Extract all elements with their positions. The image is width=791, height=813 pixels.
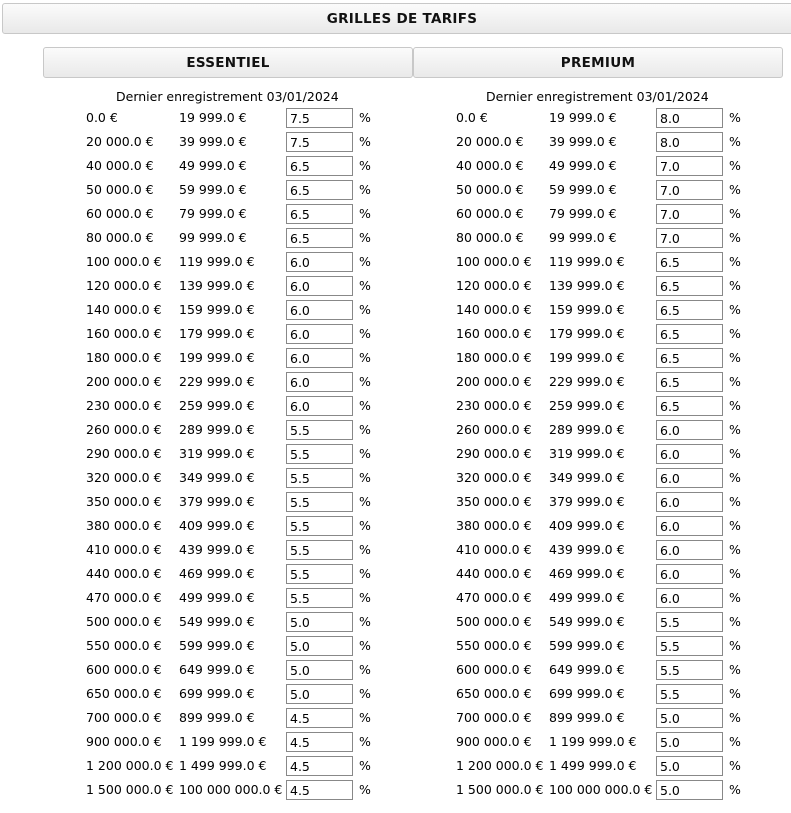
range-from: 60 000.0 € [86, 206, 154, 221]
range-from: 60 000.0 € [456, 206, 524, 221]
range-to: 19 999.0 € [549, 110, 617, 125]
range-to: 119 999.0 € [549, 254, 625, 269]
range-from: 230 000.0 € [86, 398, 162, 413]
range-to: 289 999.0 € [549, 422, 625, 437]
range-to: 439 999.0 € [549, 542, 625, 557]
essentiel-rate-input[interactable] [286, 420, 353, 440]
essentiel-rate-input[interactable] [286, 396, 353, 416]
percent-unit: % [359, 494, 371, 509]
percent-unit: % [359, 350, 371, 365]
percent-unit: % [359, 182, 371, 197]
range-to: 49 999.0 € [179, 158, 247, 173]
range-from: 200 000.0 € [86, 374, 162, 389]
range-to: 1 199 999.0 € [549, 734, 637, 749]
range-from: 1 500 000.0 € [86, 782, 174, 797]
premium-rate-input[interactable] [656, 324, 723, 344]
essentiel-rate-input[interactable] [286, 324, 353, 344]
percent-unit: % [359, 326, 371, 341]
premium-rate-input[interactable] [656, 732, 723, 752]
range-from: 140 000.0 € [86, 302, 162, 317]
range-from: 80 000.0 € [86, 230, 154, 245]
percent-unit: % [729, 182, 741, 197]
range-to: 499 999.0 € [549, 590, 625, 605]
range-to: 139 999.0 € [179, 278, 255, 293]
premium-rate-input[interactable] [656, 228, 723, 248]
range-to: 100 000 000.0 € [549, 782, 653, 797]
essentiel-rate-input[interactable] [286, 756, 353, 776]
range-from: 410 000.0 € [86, 542, 162, 557]
percent-unit: % [729, 326, 741, 341]
essentiel-rate-input[interactable] [286, 204, 353, 224]
percent-unit: % [729, 662, 741, 677]
premium-header-button[interactable] [413, 47, 783, 78]
range-from: 20 000.0 € [456, 134, 524, 149]
percent-unit: % [359, 278, 371, 293]
range-from: 700 000.0 € [86, 710, 162, 725]
range-to: 289 999.0 € [179, 422, 255, 437]
range-from: 100 000.0 € [456, 254, 532, 269]
page-title: GRILLES DE TARIFS [326, 10, 478, 27]
range-from: 410 000.0 € [456, 542, 532, 557]
range-from: 20 000.0 € [86, 134, 154, 149]
premium-rate-input[interactable] [656, 780, 723, 800]
percent-unit: % [729, 110, 741, 125]
essentiel-rate-input[interactable] [286, 684, 353, 704]
range-to: 199 999.0 € [179, 350, 255, 365]
range-to: 100 000 000.0 € [179, 782, 283, 797]
range-to: 99 999.0 € [179, 230, 247, 245]
premium-rate-input[interactable] [656, 636, 723, 656]
essentiel-rate-input[interactable] [286, 636, 353, 656]
premium-rate-input[interactable] [656, 204, 723, 224]
range-to: 199 999.0 € [549, 350, 625, 365]
premium-rate-input[interactable] [656, 108, 723, 128]
percent-unit: % [359, 758, 371, 773]
range-to: 259 999.0 € [179, 398, 255, 413]
range-to: 899 999.0 € [179, 710, 255, 725]
range-to: 59 999.0 € [549, 182, 617, 197]
percent-unit: % [729, 350, 741, 365]
range-to: 39 999.0 € [549, 134, 617, 149]
percent-unit: % [729, 374, 741, 389]
range-to: 469 999.0 € [549, 566, 625, 581]
range-to: 649 999.0 € [179, 662, 255, 677]
range-to: 549 999.0 € [549, 614, 625, 629]
essentiel-rate-input[interactable] [286, 588, 353, 608]
range-to: 349 999.0 € [549, 470, 625, 485]
range-from: 700 000.0 € [456, 710, 532, 725]
percent-unit: % [359, 734, 371, 749]
percent-unit: % [729, 590, 741, 605]
essentiel-rate-input[interactable] [286, 348, 353, 368]
percent-unit: % [729, 614, 741, 629]
percent-unit: % [729, 734, 741, 749]
essentiel-rate-input[interactable] [286, 516, 353, 536]
percent-unit: % [359, 110, 371, 125]
essentiel-header-button[interactable] [43, 47, 413, 78]
percent-unit: % [729, 494, 741, 509]
essentiel-rate-input[interactable] [286, 564, 353, 584]
premium-rate-input[interactable] [656, 540, 723, 560]
premium-rate-input[interactable] [656, 660, 723, 680]
range-to: 899 999.0 € [549, 710, 625, 725]
premium-last-saved: Dernier enregistrement 03/01/2024 [486, 89, 709, 104]
premium-rate-input[interactable] [656, 588, 723, 608]
range-from: 350 000.0 € [86, 494, 162, 509]
essentiel-rate-input[interactable] [286, 300, 353, 320]
essentiel-rate-input[interactable] [286, 252, 353, 272]
range-to: 259 999.0 € [549, 398, 625, 413]
essentiel-rate-input[interactable] [286, 612, 353, 632]
premium-rate-input[interactable] [656, 348, 723, 368]
range-from: 600 000.0 € [86, 662, 162, 677]
essentiel-last-saved: Dernier enregistrement 03/01/2024 [116, 89, 339, 104]
percent-unit: % [729, 518, 741, 533]
range-from: 80 000.0 € [456, 230, 524, 245]
percent-unit: % [359, 446, 371, 461]
percent-unit: % [729, 686, 741, 701]
range-to: 409 999.0 € [179, 518, 255, 533]
essentiel-rate-input[interactable] [286, 180, 353, 200]
range-from: 180 000.0 € [456, 350, 532, 365]
percent-unit: % [359, 686, 371, 701]
range-from: 260 000.0 € [86, 422, 162, 437]
percent-unit: % [359, 374, 371, 389]
premium-header-label: PREMIUM [560, 54, 636, 71]
premium-rate-input[interactable] [656, 420, 723, 440]
range-from: 500 000.0 € [86, 614, 162, 629]
percent-unit: % [729, 278, 741, 293]
premium-rate-input[interactable] [656, 516, 723, 536]
premium-rate-input[interactable] [656, 276, 723, 296]
percent-unit: % [359, 662, 371, 677]
percent-unit: % [729, 446, 741, 461]
essentiel-rate-input[interactable] [286, 660, 353, 680]
range-from: 50 000.0 € [86, 182, 154, 197]
range-to: 599 999.0 € [179, 638, 255, 653]
range-from: 290 000.0 € [86, 446, 162, 461]
range-from: 380 000.0 € [86, 518, 162, 533]
range-from: 230 000.0 € [456, 398, 532, 413]
range-from: 160 000.0 € [456, 326, 532, 341]
essentiel-rate-input[interactable] [286, 468, 353, 488]
premium-rate-input[interactable] [656, 468, 723, 488]
percent-unit: % [729, 782, 741, 797]
range-from: 200 000.0 € [456, 374, 532, 389]
percent-unit: % [729, 302, 741, 317]
range-from: 470 000.0 € [456, 590, 532, 605]
percent-unit: % [359, 518, 371, 533]
premium-rate-input[interactable] [656, 132, 723, 152]
range-to: 229 999.0 € [179, 374, 255, 389]
percent-unit: % [359, 422, 371, 437]
percent-unit: % [729, 158, 741, 173]
range-from: 350 000.0 € [456, 494, 532, 509]
premium-rate-input[interactable] [656, 444, 723, 464]
range-to: 1 499 999.0 € [179, 758, 267, 773]
range-to: 139 999.0 € [549, 278, 625, 293]
range-from: 650 000.0 € [86, 686, 162, 701]
range-to: 379 999.0 € [549, 494, 625, 509]
percent-unit: % [359, 782, 371, 797]
percent-unit: % [729, 254, 741, 269]
range-to: 159 999.0 € [549, 302, 625, 317]
range-from: 120 000.0 € [86, 278, 162, 293]
premium-rate-input[interactable] [656, 156, 723, 176]
percent-unit: % [359, 470, 371, 485]
range-to: 39 999.0 € [179, 134, 247, 149]
range-from: 160 000.0 € [86, 326, 162, 341]
range-from: 290 000.0 € [456, 446, 532, 461]
range-from: 140 000.0 € [456, 302, 532, 317]
range-to: 229 999.0 € [549, 374, 625, 389]
range-to: 649 999.0 € [549, 662, 625, 677]
range-to: 59 999.0 € [179, 182, 247, 197]
percent-unit: % [359, 134, 371, 149]
range-to: 699 999.0 € [179, 686, 255, 701]
range-from: 40 000.0 € [86, 158, 154, 173]
essentiel-rate-input[interactable] [286, 540, 353, 560]
range-to: 19 999.0 € [179, 110, 247, 125]
premium-rate-input[interactable] [656, 492, 723, 512]
range-to: 179 999.0 € [549, 326, 625, 341]
range-to: 319 999.0 € [179, 446, 255, 461]
premium-rate-input[interactable] [656, 684, 723, 704]
essentiel-rate-input[interactable] [286, 708, 353, 728]
essentiel-rate-input[interactable] [286, 372, 353, 392]
percent-unit: % [729, 206, 741, 221]
range-from: 0.0 € [86, 110, 118, 125]
essentiel-rate-input[interactable] [286, 276, 353, 296]
range-to: 409 999.0 € [549, 518, 625, 533]
percent-unit: % [359, 614, 371, 629]
range-from: 900 000.0 € [456, 734, 532, 749]
percent-unit: % [729, 638, 741, 653]
range-from: 380 000.0 € [456, 518, 532, 533]
percent-unit: % [359, 302, 371, 317]
range-to: 699 999.0 € [549, 686, 625, 701]
premium-rate-input[interactable] [656, 396, 723, 416]
range-to: 79 999.0 € [549, 206, 617, 221]
range-from: 50 000.0 € [456, 182, 524, 197]
percent-unit: % [359, 542, 371, 557]
percent-unit: % [729, 230, 741, 245]
premium-rate-input[interactable] [656, 252, 723, 272]
premium-rate-input[interactable] [656, 300, 723, 320]
range-to: 1 199 999.0 € [179, 734, 267, 749]
range-to: 499 999.0 € [179, 590, 255, 605]
premium-rate-input[interactable] [656, 372, 723, 392]
range-to: 79 999.0 € [179, 206, 247, 221]
range-from: 1 200 000.0 € [86, 758, 174, 773]
range-to: 1 499 999.0 € [549, 758, 637, 773]
percent-unit: % [729, 134, 741, 149]
range-from: 650 000.0 € [456, 686, 532, 701]
range-to: 469 999.0 € [179, 566, 255, 581]
essentiel-rate-input[interactable] [286, 492, 353, 512]
percent-unit: % [359, 398, 371, 413]
range-from: 180 000.0 € [86, 350, 162, 365]
range-from: 120 000.0 € [456, 278, 532, 293]
range-from: 440 000.0 € [456, 566, 532, 581]
range-to: 599 999.0 € [549, 638, 625, 653]
percent-unit: % [359, 230, 371, 245]
essentiel-rate-input[interactable] [286, 732, 353, 752]
percent-unit: % [729, 758, 741, 773]
essentiel-rate-input[interactable] [286, 156, 353, 176]
range-to: 99 999.0 € [549, 230, 617, 245]
percent-unit: % [729, 566, 741, 581]
percent-unit: % [729, 542, 741, 557]
percent-unit: % [359, 254, 371, 269]
range-from: 900 000.0 € [86, 734, 162, 749]
range-from: 320 000.0 € [86, 470, 162, 485]
range-to: 349 999.0 € [179, 470, 255, 485]
range-from: 260 000.0 € [456, 422, 532, 437]
range-from: 470 000.0 € [86, 590, 162, 605]
percent-unit: % [729, 710, 741, 725]
range-from: 550 000.0 € [456, 638, 532, 653]
range-to: 159 999.0 € [179, 302, 255, 317]
premium-rate-input[interactable] [656, 612, 723, 632]
range-to: 49 999.0 € [549, 158, 617, 173]
range-from: 500 000.0 € [456, 614, 532, 629]
range-from: 1 200 000.0 € [456, 758, 544, 773]
range-to: 319 999.0 € [549, 446, 625, 461]
range-to: 119 999.0 € [179, 254, 255, 269]
range-from: 600 000.0 € [456, 662, 532, 677]
percent-unit: % [359, 590, 371, 605]
percent-unit: % [359, 566, 371, 581]
range-to: 179 999.0 € [179, 326, 255, 341]
essentiel-rate-input[interactable] [286, 444, 353, 464]
essentiel-rate-input[interactable] [286, 108, 353, 128]
page-title-bar [2, 3, 791, 34]
range-to: 439 999.0 € [179, 542, 255, 557]
range-from: 550 000.0 € [86, 638, 162, 653]
essentiel-rate-input[interactable] [286, 780, 353, 800]
percent-unit: % [729, 470, 741, 485]
essentiel-rate-input[interactable] [286, 228, 353, 248]
range-to: 549 999.0 € [179, 614, 255, 629]
range-from: 320 000.0 € [456, 470, 532, 485]
essentiel-header-label: ESSENTIEL [186, 54, 270, 71]
percent-unit: % [359, 158, 371, 173]
range-from: 0.0 € [456, 110, 488, 125]
percent-unit: % [359, 206, 371, 221]
premium-rate-input[interactable] [656, 180, 723, 200]
percent-unit: % [729, 398, 741, 413]
premium-rate-input[interactable] [656, 708, 723, 728]
range-from: 440 000.0 € [86, 566, 162, 581]
premium-rate-input[interactable] [656, 564, 723, 584]
percent-unit: % [729, 422, 741, 437]
range-from: 1 500 000.0 € [456, 782, 544, 797]
premium-rate-input[interactable] [656, 756, 723, 776]
percent-unit: % [359, 710, 371, 725]
percent-unit: % [359, 638, 371, 653]
range-from: 40 000.0 € [456, 158, 524, 173]
range-from: 100 000.0 € [86, 254, 162, 269]
essentiel-rate-input[interactable] [286, 132, 353, 152]
range-to: 379 999.0 € [179, 494, 255, 509]
